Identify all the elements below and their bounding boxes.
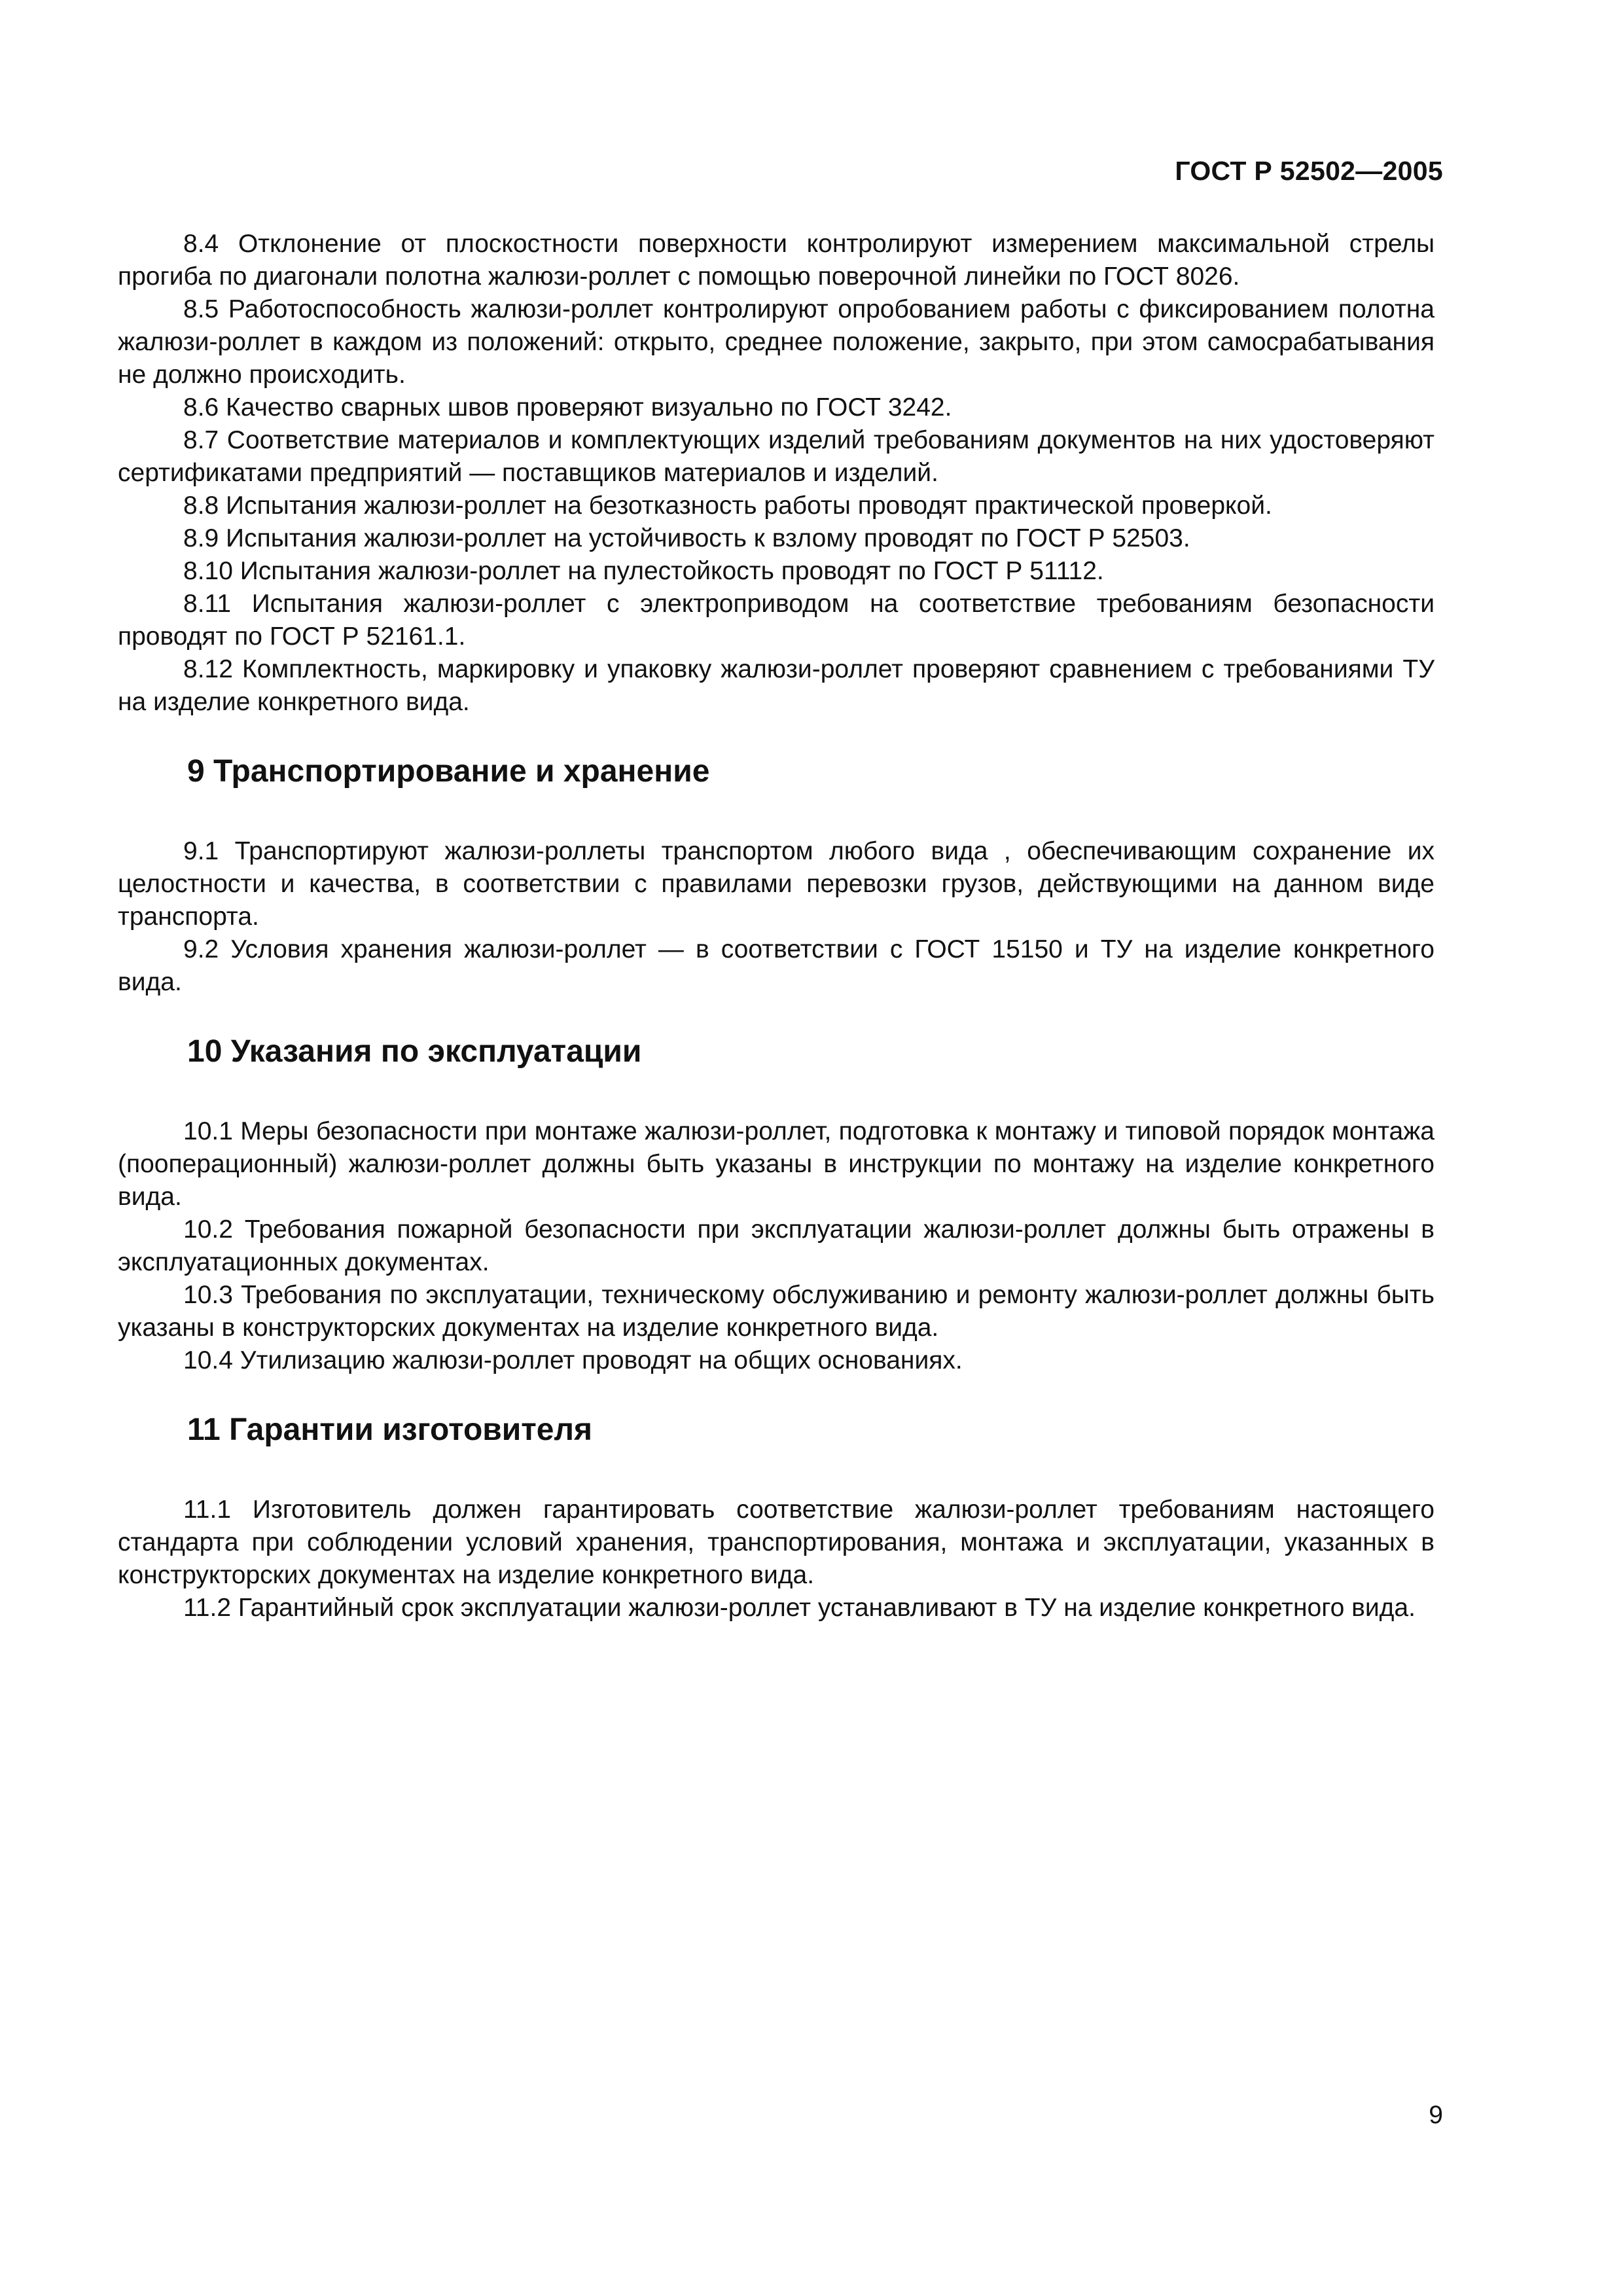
paragraph-8-8: 8.8 Испытания жалюзи-роллет на безотказность работы проводят практической проверкой.: [183, 492, 1272, 520]
page-number: 9: [1429, 2101, 1443, 2129]
paragraph-8-4: 8.4 Отклонение от плоскостности поверхности контролируют измерением максимальной стрелы прогиба по диагонали полотна жалюзи-роллет с помощью поверочной линейки по ГОСТ 8026.: [118, 230, 1435, 291]
paragraph-8-12: 8.12 Комплектность, маркировку и упаковку жалюзи-роллет проверяют сравнением с требованиями ТУ на изделие конкретного вида.: [118, 655, 1435, 716]
paragraph-8-11: 8.11 Испытания жалюзи-роллет с электроприводом на соответствие требованиям безопасности проводят по ГОСТ Р 52161.1.: [118, 590, 1435, 651]
section-10-heading: 10 Указания по эксплуатации: [187, 1034, 642, 1069]
section-11-heading: 11 Гарантии изготовителя: [187, 1412, 592, 1447]
paragraph-8-7: 8.7 Соответствие материалов и комплектующих изделий требованиям документов на них удостоверяют сертификатами предприятий — поставщиков материалов и изделий.: [118, 426, 1435, 487]
paragraph-8-6: 8.6 Качество сварных швов проверяют визуально по ГОСТ 3242.: [183, 393, 952, 422]
paragraph-10-4: 10.4 Утилизацию жалюзи-роллет проводят на общих основаниях.: [183, 1346, 963, 1374]
paragraph-11-2: 11.2 Гарантийный срок эксплуатации жалюзи-роллет устанавливают в ТУ на изделие конкретного вида.: [183, 1594, 1416, 1622]
section-9-heading: 9 Транспортирование и хранение: [187, 754, 710, 789]
paragraph-8-10: 8.10 Испытания жалюзи-роллет на пулестойкость проводят по ГОСТ Р 51112.: [183, 557, 1104, 585]
paragraph-9-2: 9.2 Условия хранения жалюзи-роллет — в соответствии с ГОСТ 15150 и ТУ на изделие конкретного вида.: [118, 935, 1435, 996]
paragraph-8-9: 8.9 Испытания жалюзи-роллет на устойчивость к взлому проводят по ГОСТ Р 52503.: [183, 524, 1190, 552]
paragraph-8-5: 8.5 Работоспособность жалюзи-роллет контролируют опробованием работы с фиксированием полотна жалюзи-роллет в каждом из положений: открыто, среднее положение, закрыто, при этом самосрабатывания не должно происходить.: [118, 295, 1435, 389]
paragraph-9-1: 9.1 Транспортируют жалюзи-роллеты транспортом любого вида , обеспечивающим сохранение их целостности и качества, в соответствии с правилами перевозки грузов, действующими на данном виде транспорта.: [118, 837, 1435, 931]
document-designation: ГОСТ Р 52502—2005: [1175, 156, 1443, 186]
paragraph-10-1: 10.1 Меры безопасности при монтаже жалюзи-роллет, подготовка к монтажу и типовой порядок монтажа (пооперационный) жалюзи-роллет должны быть указаны в инструкции по монтажу на изделие конкретного вида.: [118, 1117, 1435, 1211]
paragraph-10-3: 10.3 Требования по эксплуатации, техническому обслуживанию и ремонту жалюзи-роллет должны быть указаны в конструкторских документах на изделие конкретного вида.: [118, 1281, 1435, 1342]
paragraph-11-1: 11.1 Изготовитель должен гарантировать соответствие жалюзи-роллет требованиям настоящего стандарта при соблюдении условий хранения, транспортирования, монтажа и эксплуатации, указанных в конструкторских документах на изделие конкретного вида.: [118, 1496, 1435, 1589]
paragraph-10-2: 10.2 Требования пожарной безопасности при эксплуатации жалюзи-роллет должны быть отражены в эксплуатационных документах.: [118, 1215, 1435, 1276]
page-content: [118, 228, 1435, 1624]
